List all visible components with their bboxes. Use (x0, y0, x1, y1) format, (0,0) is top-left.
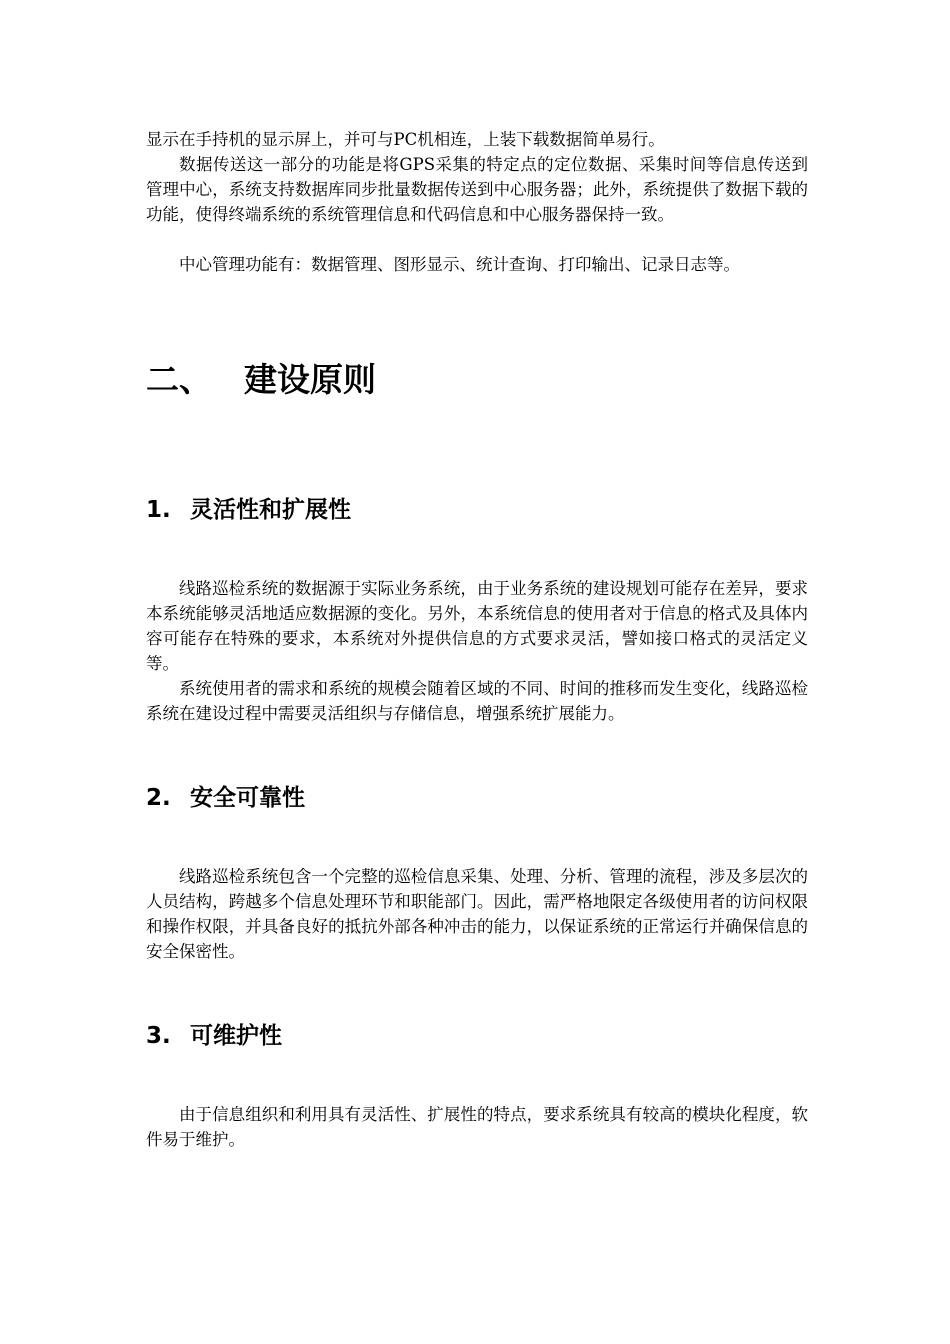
chapter-heading (146, 356, 376, 404)
section-heading-2 (146, 781, 305, 815)
section-title: 安全可靠性 (190, 785, 305, 811)
section-1-paragraph-2: 系统使用者的需求和系统的规模会随着区域的不同、时间的推移而发生变化，线路巡检系统在建设过程中需要灵活组织与存储信息，增强系统扩展能力。 (146, 679, 808, 723)
section-number: 3. (146, 1023, 171, 1049)
section-number: 2. (146, 785, 171, 811)
chapter-number: 二、 (146, 360, 212, 399)
chapter-title: 建设原则 (244, 360, 376, 399)
section-heading-1 (146, 493, 351, 527)
intro-paragraph-1: 显示在手持机的显示屏上，并可与PC机相连，上装下载数据简单易行。 (146, 130, 665, 149)
section-number: 1. (146, 497, 171, 523)
section-3-paragraph-1: 由于信息组织和利用具有灵活性、扩展性的特点，要求系统具有较高的模块化程度，软件易于维护。 (146, 1105, 808, 1149)
section-1-paragraph-1: 线路巡检系统的数据源于实际业务系统，由于业务系统的建设规划可能存在差异，要求本系统能够灵活地适应数据源的变化。另外，本系统信息的使用者对于信息的格式及具体内容可能存在特殊的要求，本系统对外提供信息的方式要求灵活，譬如接口格式的灵活定义等。 (146, 579, 808, 673)
section-title: 可维护性 (190, 1023, 282, 1049)
intro-paragraph-3: 中心管理功能有：数据管理、图形显示、统计查询、打印输出、记录日志等。 (179, 255, 740, 274)
section-2-paragraph-1: 线路巡检系统包含一个完整的巡检信息采集、处理、分析、管理的流程，涉及多层次的人员结构，跨越多个信息处理环节和职能部门。因此，需严格地限定各级使用者的访问权限和操作权限，并具备良好的抵抗外部各种冲击的能力，以保证系统的正常运行并确保信息的安全保密性。 (146, 867, 808, 961)
section-heading-3 (146, 1019, 282, 1053)
section-title: 灵活性和扩展性 (190, 497, 351, 523)
intro-paragraph-2: 数据传送这一部分的功能是将GPS采集的特定点的定位数据、采集时间等信息传送到管理中心，系统支持数据库同步批量数据传送到中心服务器；此外，系统提供了数据下载的功能，使得终端系统的系统管理信息和代码信息和中心服务器保持一致。 (146, 155, 808, 224)
